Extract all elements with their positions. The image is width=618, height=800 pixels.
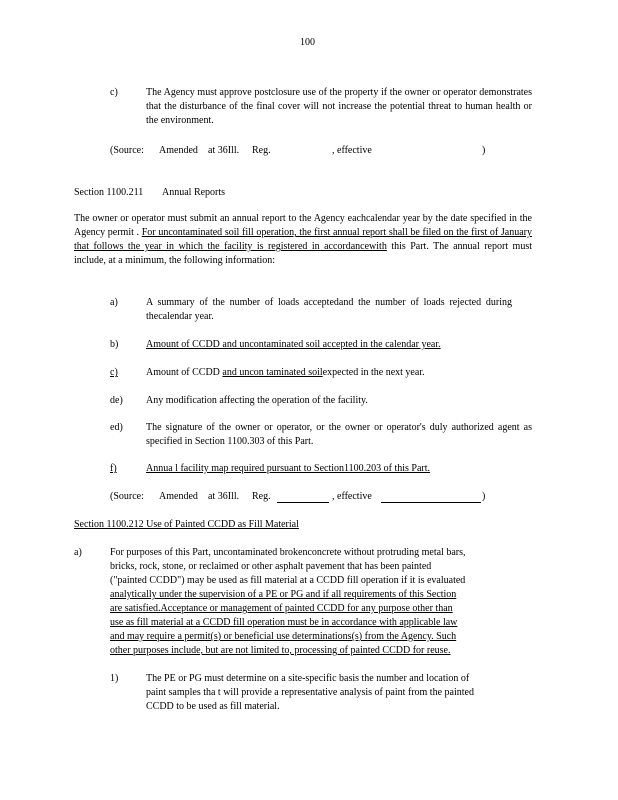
list-marker: ed)	[110, 422, 123, 433]
list-marker: a)	[74, 547, 82, 558]
list-item-modification: Any modification affecting the operation of the facility.	[146, 395, 368, 406]
list-item-amount-accepted: Amount of CCDD and uncontaminated soil accepted in the calendar year.	[146, 339, 441, 350]
paragraph-line: paint samples tha t will provide a representative analysis of paint from the painted	[146, 687, 474, 698]
paragraph-line: ("painted CCDD") may be used as fill material at a CCDD fill operation if it is evaluated	[110, 575, 466, 586]
page-number: 100	[300, 37, 315, 48]
paragraph-line: For purposes of this Part, uncontaminated brokenconcrete without protruding metal bars,	[110, 547, 466, 558]
source-close: )	[482, 145, 486, 156]
list-marker: de)	[110, 395, 123, 406]
list-item-facility-map: Annua l facility map required pursuant to Section1100.203 of this Part.	[146, 463, 431, 474]
list-marker: f)	[110, 463, 117, 474]
paragraph-line: CCDD to be used as fill material.	[146, 701, 280, 712]
list-marker: a)	[110, 297, 118, 308]
source-reg: Reg.	[252, 145, 271, 156]
text-run: The owner or operator must submit an annual report to the Agency eachcalendar year by the date specified in the Agency permit .	[74, 213, 532, 238]
paragraph-line-inserted: other purposes include, but are not limited to, processing of painted CCDD for reuse.	[110, 645, 451, 656]
paragraph-line-inserted: and may require a permit(s) or beneficial use determinations(s) from the Agency. Such	[110, 631, 457, 642]
inserted-text: For uncontaminated soil fill operation, the first annual report shall be filed on the first of January that follows the year in which the facility is registered in accordancewith	[74, 227, 533, 252]
source-at: at 36Ill.	[208, 491, 240, 502]
source-label: (Source:	[110, 145, 144, 156]
source-close: )	[482, 491, 486, 502]
text-run: Amount of CCDD	[146, 367, 220, 378]
source-reg: Reg.	[252, 491, 271, 502]
inserted-text: and uncon taminated soil	[222, 367, 323, 378]
source-at: at 36Ill.	[208, 145, 240, 156]
paragraph-line: bricks, rock, stone, or reclaimed or other asphalt pavement that has been painted	[110, 561, 432, 572]
list-marker: b)	[110, 339, 119, 350]
source-effective: , effective	[332, 491, 372, 502]
list-marker: 1)	[110, 673, 119, 684]
list-item-amount-expected	[146, 366, 425, 380]
section-title: Annual Reports	[162, 187, 226, 198]
blank-line	[381, 502, 481, 503]
blank-line	[277, 502, 329, 503]
source-effective: , effective	[332, 145, 372, 156]
list-item-signature: The signature of the owner or operator, or the owner or operator's duly authorized agent as specified in Section 1100.303 of this Part.	[146, 422, 532, 447]
paragraph-annual-report	[74, 212, 532, 268]
paragraph-line: The PE or PG must determine on a site-specific basis the number and location of	[146, 673, 470, 684]
list-marker: c)	[110, 367, 118, 378]
source-label: (Source:	[110, 491, 144, 502]
text-run: this Part. The annual report must include, at a minimum, the following information:	[74, 241, 533, 266]
list-item-loads: A summary of the number of loads acceptedand the number of loads rejected during thecalendar year.	[146, 297, 512, 322]
list-marker: c)	[110, 87, 118, 98]
source-amended: Amended	[159, 145, 198, 156]
source-amended: Amended	[159, 491, 198, 502]
text-run: expected in the next year.	[322, 367, 425, 378]
section-number: Section 1100.211	[74, 187, 144, 198]
paragraph-line-inserted: use as fill material at a CCDD fill operation must be in accordance with applicable law	[110, 617, 458, 628]
paragraph-line-inserted: are satisfied.Acceptance or management of painted CCDD for any purpose other than	[110, 603, 453, 614]
paragraph-line-inserted: analytically under the supervision of a PE or PG and if all requirements of this Section	[110, 589, 457, 600]
section-heading: Section 1100.212 Use of Painted CCDD as Fill Material	[74, 519, 299, 530]
paragraph-postclosure: The Agency must approve postclosure use of the property if the owner or operator demonstrates that the disturbance of the final cover will not increase the potential threat to human health or the environment.	[146, 87, 532, 126]
